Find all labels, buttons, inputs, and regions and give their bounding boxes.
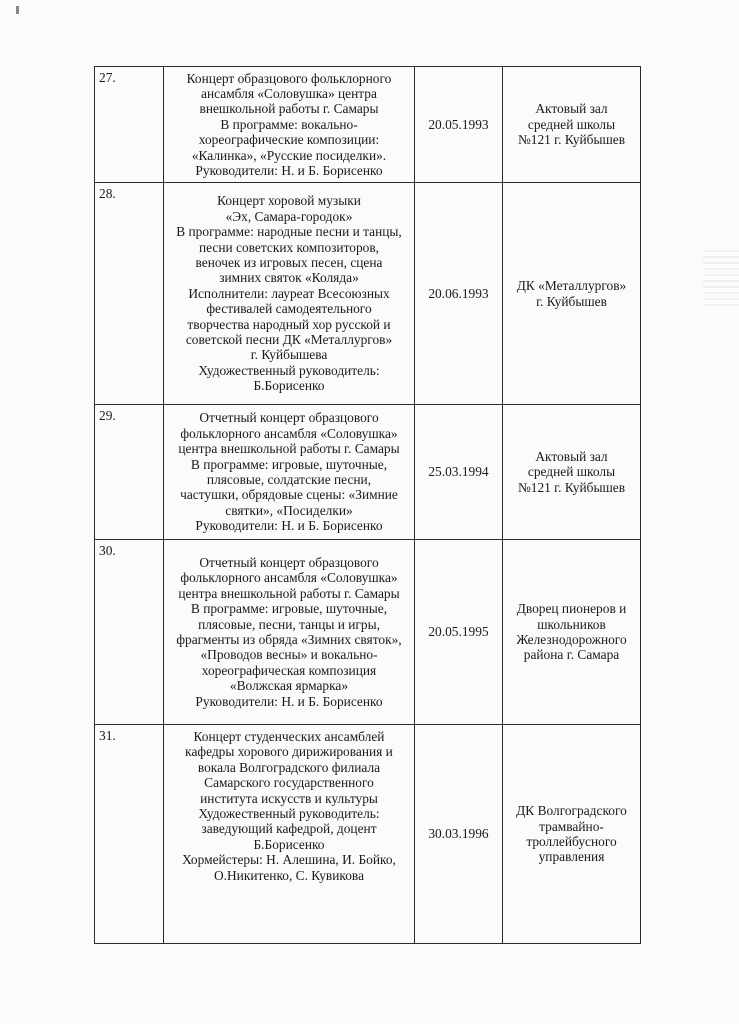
row-number: 27. bbox=[95, 67, 164, 183]
event-date: 30.03.1996 bbox=[415, 725, 503, 944]
table-row bbox=[95, 405, 641, 540]
event-description: Концерт хоровой музыки «Эх, Самара-городок» В программе: народные песни и танцы, песни советских композиторов, веночек из игровых песен, сцена зимних святок «Коляда» Исполнители: лауреат Всесоюзных фестивалей самодеятельного творчества народный хор русской и советской песни ДК «Металлургов» г. Куйбышева Художественный руководитель: Б.Борисенко bbox=[164, 183, 415, 405]
event-description: Концерт образцового фольклорного ансамбля «Соловушка» центра внешкольной работы г. Самары В программе: вокально- хореографические композиции: «Калинка», «Русские посиделки». Руководители: Н. и Б. Борисенко bbox=[164, 67, 415, 183]
row-number: 29. bbox=[95, 405, 164, 540]
table-row bbox=[95, 725, 641, 944]
event-date: 20.05.1995 bbox=[415, 540, 503, 725]
table-row bbox=[95, 183, 641, 405]
event-venue: Дворец пионеров и школьников Железнодорожного района г. Самара bbox=[503, 540, 641, 725]
event-description: Концерт студенческих ансамблей кафедры хорового дирижирования и вокала Волгоградского филиала Самарского государственного института искусств и культуры Художественный руководитель: заведующий кафедрой, доцент Б.Борисенко Хормейстеры: Н. Алешина, И. Бойко, О.Никитенко, С. Кувикова bbox=[164, 725, 415, 944]
event-date: 25.03.1994 bbox=[415, 405, 503, 540]
scan-bleed-through bbox=[703, 250, 739, 310]
scan-mark bbox=[16, 6, 19, 14]
events-table-body bbox=[95, 67, 641, 944]
event-venue: ДК Волгоградского трамвайно- троллейбусного управления bbox=[503, 725, 641, 944]
events-table bbox=[94, 66, 641, 944]
row-number: 28. bbox=[95, 183, 164, 405]
event-venue: Актовый зал средней школы №121 г. Куйбышев bbox=[503, 67, 641, 183]
event-description: Отчетный концерт образцового фольклорного ансамбля «Соловушка» центра внешкольной работы г. Самары В программе: игровые, шуточные, плясовые, песни, танцы и игры, фрагменты из обряда «Зимних святок», «Проводов весны» и вокально- хореографическая композиция «Волжская ярмарка» Руководители: Н. и Б. Борисенко bbox=[164, 540, 415, 725]
event-venue: Актовый зал средней школы №121 г. Куйбышев bbox=[503, 405, 641, 540]
row-number: 31. bbox=[95, 725, 164, 944]
table-row bbox=[95, 67, 641, 183]
event-description: Отчетный концерт образцового фольклорного ансамбля «Соловушка» центра внешкольной работы г. Самары В программе: игровые, шуточные, плясовые, солдатские песни, частушки, обрядовые сцены: «Зимние святки», «Посиделки» Руководители: Н. и Б. Борисенко bbox=[164, 405, 415, 540]
event-venue: ДК «Металлургов» г. Куйбышев bbox=[503, 183, 641, 405]
table-row bbox=[95, 540, 641, 725]
event-date: 20.06.1993 bbox=[415, 183, 503, 405]
row-number: 30. bbox=[95, 540, 164, 725]
event-date: 20.05.1993 bbox=[415, 67, 503, 183]
